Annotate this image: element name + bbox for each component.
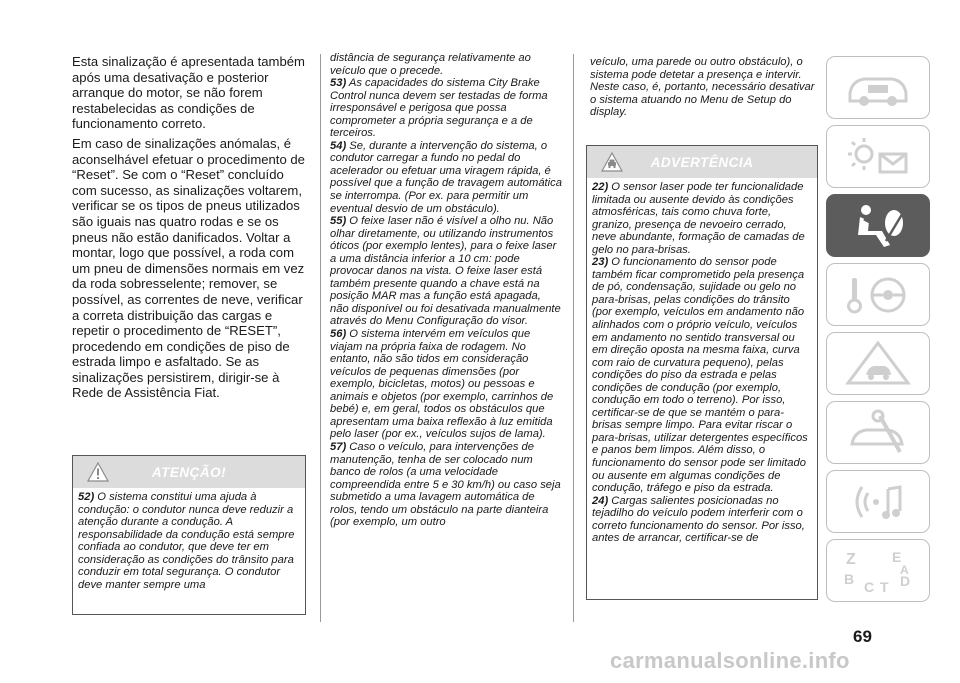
note-text: O funcionamento do sensor pode também ficar comprometido pela presença de pó, condensação, sujidade ou gelo no para-brisas, pelas condições do trânsito (por exemplo, veículos em andamento não alinhados com o próprio veículo, veículos em andamento no sentido transversal ou em direção oposta na mesma faixa, curva com raio de curvatura pequeno), pelas condições do piso da estrada e pelas condições de condução (por exemplo, condução em todo o terreno). Por isso, certificar-se de que se mantém o para-brisas sempre limpo. Para evitar riscar o para-brisas, utilizar detergentes específicos e panos bem limpos. Além disso, o funcionamento do sensor pode ser limitado ou ausente em algumas condições de condução, tráfego e piso da estrada. [592, 256, 808, 495]
emergency-triangle-icon [840, 339, 916, 389]
attention-box-body [73, 488, 305, 595]
tab-maintenance[interactable] [826, 401, 930, 464]
note-22 [592, 181, 812, 256]
note-57 [330, 441, 562, 529]
tab-safety[interactable] [826, 194, 930, 257]
column-divider-2 [573, 54, 574, 622]
note-number: 24) [592, 494, 609, 507]
column-3 [330, 52, 562, 529]
warning-triangle-icon [87, 462, 109, 482]
lights-message-icon [840, 132, 916, 182]
attention-title: ATENÇÃO! [151, 464, 227, 480]
note-52 [78, 491, 300, 591]
multimedia-icon [840, 477, 916, 527]
note-text: O sensor laser pode ter funcionalidade limitada ou ausente devido às condições atmosféricas, tais como chuva forte, granizo, presença de nevoeiro cerrado, neve abundante, formação de camadas de gelo no para-brisas. [592, 181, 805, 256]
warning-box-body [587, 178, 817, 549]
paragraph-2: Em caso de sinalizações anómalas, é aconselhável efetuar o procedimento de “Reset”. Se com o “Reset” concluído com sucesso, as sinalizações voltarem, verificar se os tipos de pneus utilizados são iguais nas quatro rodas e se os pneus não estão danificados. Voltar a montar, logo que possível, a roda com um pneu de dimensões normais em vez da roda sobresselente; remover, se possível, as correntes de neve, verificar a correta distribuição das cargas e repetir o procedimento de “RESET”, procedendo em condições de piso de estrada limpo e asfaltado. Se as sinalizações persistirem, dirigir-se à Rede de Assistência Fiat. [72, 135, 305, 401]
index-letters-icon [840, 546, 916, 596]
index-letter: D [900, 572, 911, 589]
warning-box-header [587, 146, 817, 178]
note-55 [330, 215, 562, 328]
index-letter: T [880, 578, 889, 595]
index-letter: B [844, 570, 855, 587]
note-text: Cargas salientes posicionadas no tejadilho do veículo podem interferir com o correto funcionamento do sensor. Por isso, antes de arrancar, certificar-se de [592, 494, 805, 545]
column-divider-1 [320, 54, 321, 622]
note-text: Se, durante a intervenção do sistema, o condutor carregar a fundo no pedal do acelerador ou efetuar uma viragem rápida, é possível que a função de travagem automática se interrompa. (Por ex. para permitir um eventual desvio de um obstáculo). [330, 139, 562, 215]
note-number: 53) [330, 77, 347, 90]
note-24 [592, 495, 812, 545]
note-text: O sistema intervém em veículos que viajam na própria faixa de rodagem. No entanto, não são tidos em consideração veículos de pequenas dimensões (por exemplo, bicicletas, motos) ou pessoas e animais e objetos (por exemplo, carrinhos de bebé) e, em geral, todos os obstáculos que apresentam uma baixa reflexão à luz emitida pelo laser (por ex., veículos sujos de lama). [330, 328, 554, 441]
note-number: 54) [330, 139, 347, 152]
paragraph-1: Esta sinalização é apresentada também após uma desativação e posterior arranque do motor, se não forem restabelecidas as condições de funcionamento correto. [72, 54, 305, 132]
note-text: As capacidades do sistema City Brake Control nunca devem ser testadas de forma irresponsável e perigosa que possa comprometer a própria segurança e a de terceiros. [330, 77, 548, 140]
car-dashboard-icon [840, 63, 916, 113]
note-number: 55) [330, 215, 347, 228]
attention-box [72, 455, 306, 615]
column-1 [72, 54, 306, 405]
note-text: distância de segurança relativamente ao veículo que o precede. [330, 52, 531, 77]
index-letter: C [864, 578, 875, 595]
note-text: Caso o veículo, para intervenções de manutenção, tenha de ser colocado num banco de rolos (a uma velocidade compreendida entre 5 e 30 km/h) ou caso seja submetido a uma lavagem automática de rolos, tendo um obstáculo na parte dianteira (por exemplo, um outro [330, 440, 561, 529]
index-letter: E [892, 548, 902, 565]
note-23 [592, 256, 812, 494]
watermark: carmanualsonline.info [610, 648, 850, 673]
attention-box-header [73, 456, 305, 488]
tab-starting-driving[interactable] [826, 263, 930, 326]
chapter-tabs [826, 56, 930, 608]
note-text: O sistema constitui uma ajuda à condução: o condutor nunca deve reduzir a atenção durante a condução. A responsabilidade da condução está sempre confiada ao condutor, que deve ter em consideração as condições do trânsito para conduzir em total segurança. O condutor deve manter sempre uma [78, 491, 295, 591]
tab-lights-messages[interactable] [826, 125, 930, 188]
note-number: 57) [330, 440, 347, 453]
warning-title: ADVERTÊNCIA [650, 154, 754, 170]
note-number: 56) [330, 328, 347, 341]
note-number: 22) [592, 181, 609, 193]
page-number: 69 [853, 627, 872, 646]
tab-index[interactable] [826, 539, 930, 602]
note-continuation [330, 52, 562, 77]
column-4-top [590, 56, 818, 119]
note-54 [330, 140, 562, 215]
note-number: 52) [78, 491, 95, 503]
tab-multimedia[interactable] [826, 470, 930, 533]
note-53 [330, 77, 562, 140]
index-letter: A [900, 562, 909, 577]
note-number: 23) [592, 256, 609, 269]
seat-airbag-icon [840, 201, 916, 251]
note-56 [330, 328, 562, 441]
note-text: O feixe laser não é visível a olho nu. Não olhar diretamente, ou utilizando instrumentos óticos (por exemplo lentes), para o feixe laser a uma distância inferior a 10 cm: pode provocar danos na vista. O feixe laser está também presente quando a chave está na posição MAR mas a função está apagada, não disponível ou foi desativada manualmente através do Menu Configuração do visor. [330, 215, 561, 328]
key-steering-icon [840, 270, 916, 320]
maintenance-tools-icon [840, 408, 916, 458]
tab-dashboard[interactable] [826, 56, 930, 119]
car-warning-icon [601, 152, 623, 172]
index-letter: Z [846, 550, 856, 568]
note-continuation: veículo, uma parede ou outro obstáculo), o sistema pode detetar a presença e intervir. Neste caso, é, portanto, necessário desativar o sistema atuando no Menu de Setup do display. [590, 56, 815, 119]
warning-box [586, 145, 818, 600]
tab-emergency[interactable] [826, 332, 930, 395]
